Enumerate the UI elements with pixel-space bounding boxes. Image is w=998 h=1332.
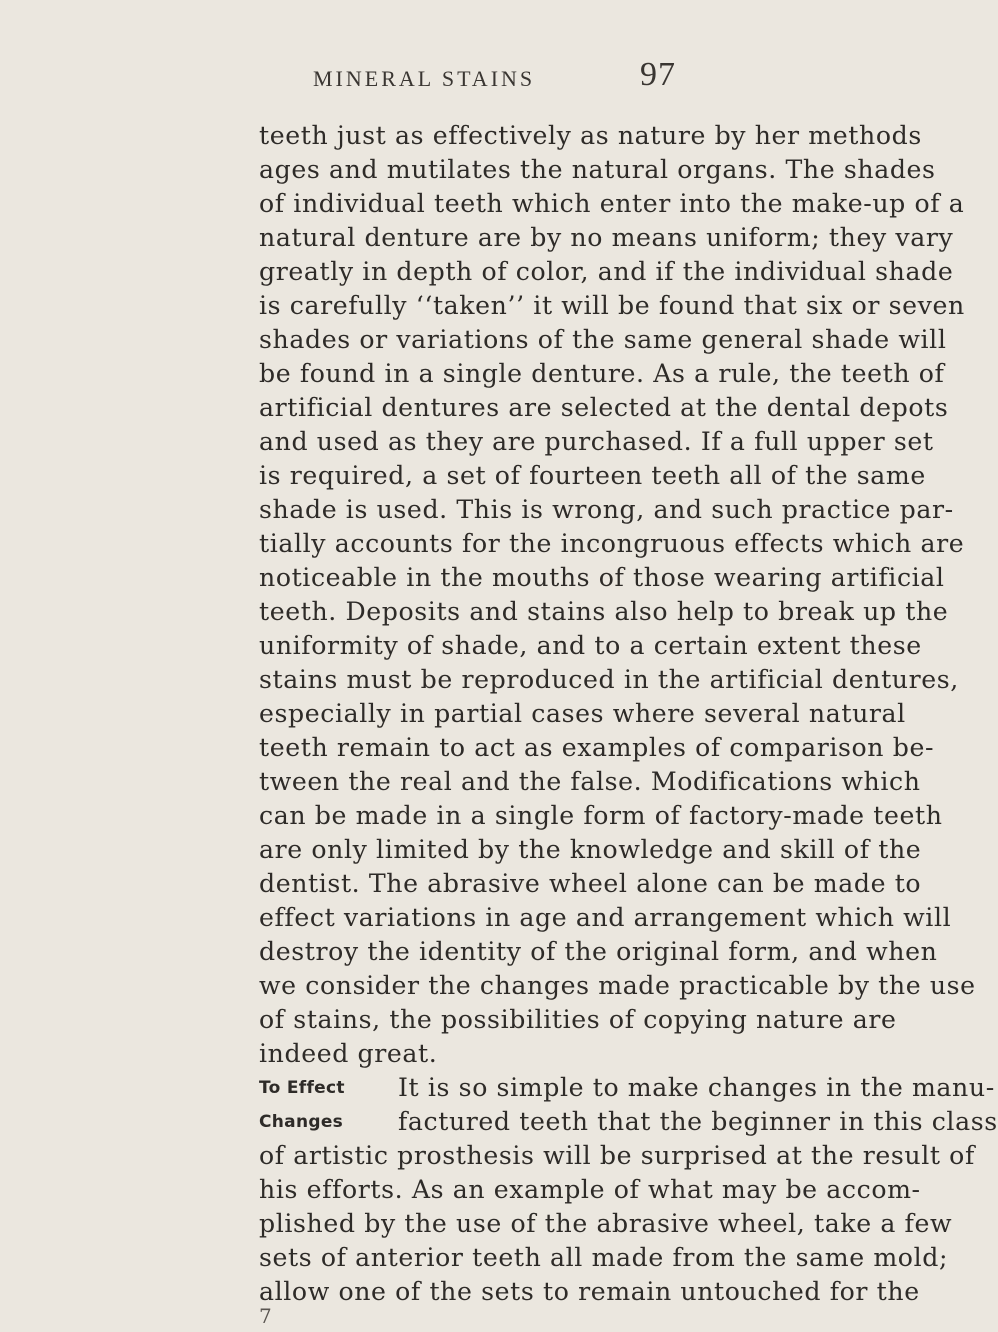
text-line: stains must be reproduced in the artificial dentures,: [259, 665, 959, 694]
text-line: teeth just as effectively as nature by her methods: [259, 121, 922, 150]
text-line: greatly in depth of color, and if the individual shade: [259, 257, 954, 286]
text-line: is carefully ‘‘taken’’ it will be found that six or seven: [259, 291, 965, 320]
text-line: his efforts. As an example of what may be accom-: [259, 1175, 921, 1204]
text-line: shades or variations of the same general shade will: [259, 325, 947, 354]
text-line: destroy the identity of the original form, and when: [259, 937, 938, 966]
text-line: shade is used. This is wrong, and such practice par-: [259, 495, 954, 524]
text-line: indeed great.: [259, 1039, 438, 1068]
text-line: factured teeth that the beginner in this class: [398, 1107, 998, 1136]
text-line: tween the real and the false. Modifications which: [259, 767, 921, 796]
text-line: effect variations in age and arrangement which will: [259, 903, 952, 932]
text-line: tially accounts for the incongruous effects which are: [259, 529, 965, 558]
side-heading-line-2: Changes: [259, 1112, 344, 1132]
text-line: uniformity of shade, and to a certain extent these: [259, 631, 922, 660]
text-line: It is so simple to make changes in the manu-: [398, 1073, 995, 1102]
text-line: teeth remain to act as examples of comparison be-: [259, 733, 935, 762]
signature-mark: 7: [259, 1304, 272, 1328]
text-line: noticeable in the mouths of those wearing artificial: [259, 563, 945, 592]
text-line: dentist. The abrasive wheel alone can be made to: [259, 869, 922, 898]
text-line: especially in partial cases where several natural: [259, 699, 906, 728]
text-line: sets of anterior teeth all made from the same mold;: [259, 1243, 949, 1272]
text-line: of artistic prosthesis will be surprised at the result of: [259, 1141, 975, 1170]
text-line: of individual teeth which enter into the make-up of a: [259, 189, 965, 218]
text-line: are only limited by the knowledge and skill of the: [259, 835, 922, 864]
text-line: can be made in a single form of factory-made teeth: [259, 801, 943, 830]
running-title: MINERAL STAINS: [313, 66, 536, 91]
text-line: of stains, the possibilities of copying nature are: [259, 1005, 897, 1034]
text-line: allow one of the sets to remain untouched for the: [259, 1277, 920, 1306]
text-line: be found in a single denture. As a rule, the teeth of: [259, 359, 945, 388]
side-heading-line-1: To Effect: [259, 1078, 345, 1098]
text-line: ages and mutilates the natural organs. The shades: [259, 155, 936, 184]
page-number: 97: [640, 56, 676, 93]
text-line: is required, a set of fourteen teeth all of the same: [259, 461, 926, 490]
text-line: and used as they are purchased. If a full upper set: [259, 427, 934, 456]
text-line: teeth. Deposits and stains also help to break up the: [259, 597, 949, 626]
text-line: natural denture are by no means uniform; they vary: [259, 223, 954, 252]
text-line: artificial dentures are selected at the dental depots: [259, 393, 949, 422]
text-line: plished by the use of the abrasive wheel, take a few: [259, 1209, 953, 1238]
text-line: we consider the changes made practicable by the use: [259, 971, 976, 1000]
